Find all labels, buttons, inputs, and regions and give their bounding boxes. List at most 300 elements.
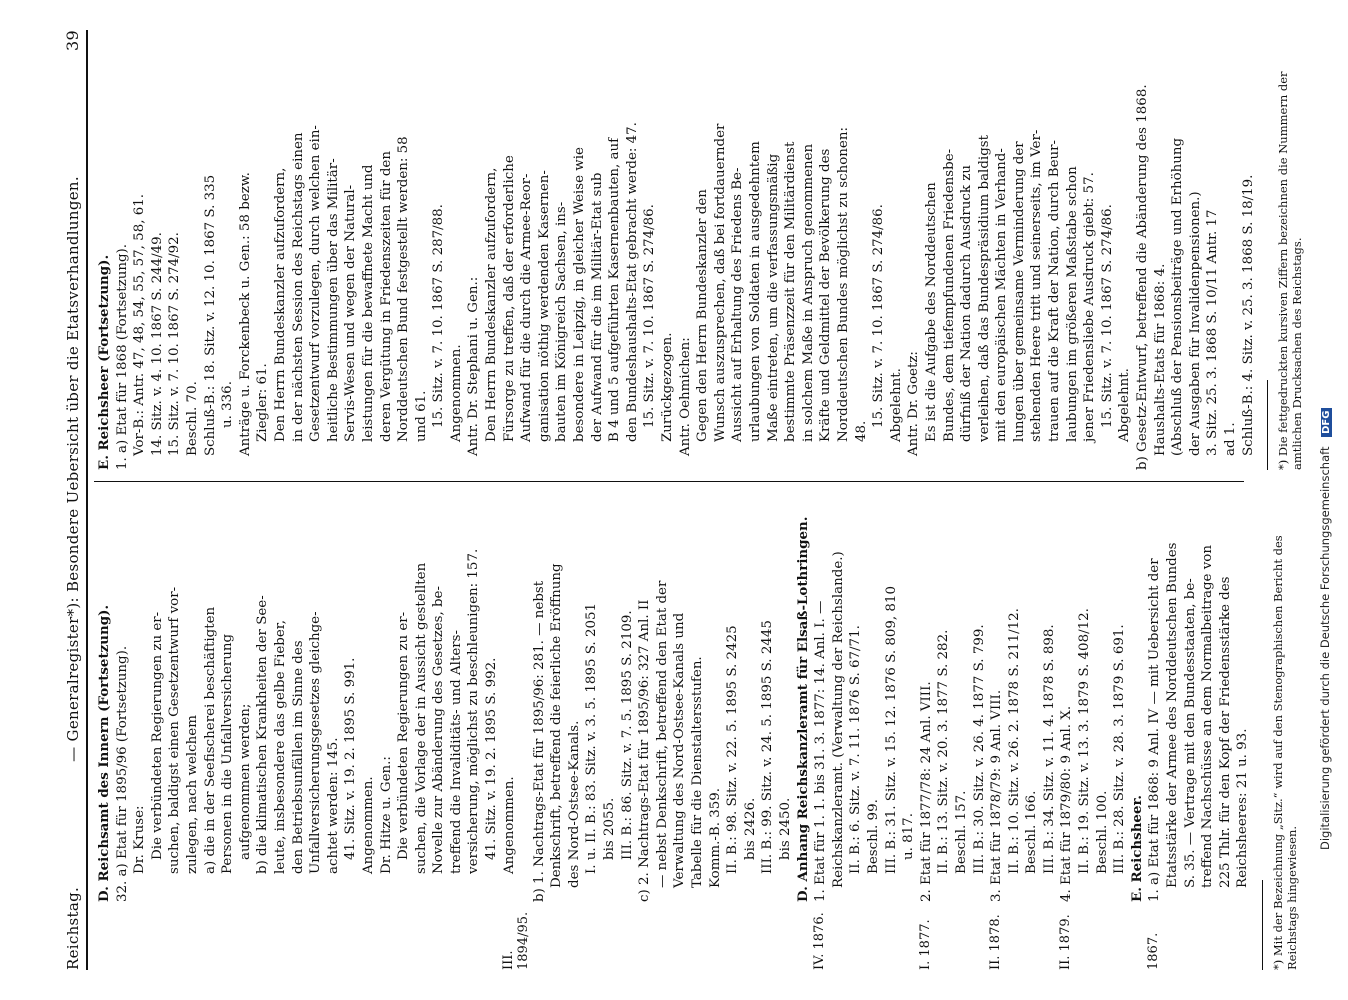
text-line <box>795 500 813 970</box>
margin-note <box>1094 902 1112 970</box>
header-left: Reichstag. <box>64 886 82 970</box>
line-text: Komm.-B. 359. <box>707 787 723 888</box>
line-text: Beschl. 99. <box>865 799 881 874</box>
line-text: Verwaltung des Nord-Ostsee-Kanals und <box>672 612 688 888</box>
text-line <box>342 30 360 470</box>
line-text: c) 2. Nachtrags-Etat für 1895/96: 327 Anl. II <box>637 599 653 902</box>
line-text: bis 2426. <box>742 797 758 860</box>
text-line <box>619 500 637 970</box>
text-line <box>325 500 343 970</box>
text-line <box>430 30 448 470</box>
line-text: treffend Nachschüsse an dem Normalbeitrage von <box>1200 545 1216 888</box>
line-text: III. B.: 31. Sitz. v. 15. 12. 1876 S. 809, 810 <box>883 586 899 874</box>
text-line <box>131 500 149 970</box>
margin-note <box>254 902 272 970</box>
margin-note <box>378 902 396 970</box>
line-text: — nebst Denkschrift, betreffend den Etat der <box>654 580 670 888</box>
text-line <box>149 500 167 970</box>
text-line <box>1240 30 1258 470</box>
line-text: Angenommen. <box>501 776 517 874</box>
line-text: Den Herrn Bundeskanzler aufzufordern, <box>484 167 500 442</box>
line-text: Beschl. 166. <box>1024 790 1040 874</box>
text-line <box>707 500 725 970</box>
margin-note <box>707 902 725 970</box>
text-line <box>184 500 202 970</box>
margin-note <box>724 902 742 970</box>
text-line <box>360 500 378 970</box>
credit-text: Digitalisierung gefördert durch die Deutsche Forschungsgemeinschaft <box>1318 446 1332 850</box>
text-line <box>800 30 818 470</box>
text-line <box>378 30 396 470</box>
footnote: *) Die fettgedruckten kursiven Ziffern bezeichnen die Nummern der amtlichen Drucksachen des Reichstags. <box>1276 71 1305 470</box>
text-line <box>583 500 601 970</box>
line-text: zulegen, nach welchem <box>184 715 200 874</box>
line-text: II. B.: 6. Sitz. v. 7. 11. 1876 S. 67/71. <box>848 625 864 874</box>
line-text: den Betriebsunfällen im Sinne des <box>290 640 306 874</box>
text-line <box>1187 30 1205 470</box>
digitization-credit <box>1318 408 1332 850</box>
margin-note <box>865 902 883 970</box>
line-text: II. B.: 98. Sitz. v. 22. 5. 1895 S. 2425 <box>725 625 741 874</box>
margin-note <box>953 902 971 970</box>
line-text: Aufwand für die durch die Armee-Reor- <box>519 173 535 442</box>
line-text: 32. a) Etat für 1895/96 (Fortsetzung). <box>114 645 130 902</box>
page-header <box>62 30 82 970</box>
text-line <box>307 500 325 970</box>
margin-note <box>1076 902 1094 970</box>
text-line <box>988 500 1006 970</box>
line-text: der Ausgaben für Invalidenpensionen.) <box>1187 191 1203 456</box>
line-text: 1. Etat für 1. 1. bis 31. 3. 1877: 14. Anl. I. — <box>813 600 829 902</box>
text-line <box>1076 500 1094 970</box>
text-line <box>325 30 343 470</box>
line-text: Es ist die Aufgabe des Norddeutschen <box>923 182 939 442</box>
line-text: der Aufwand für die im Militär-Etat sub <box>589 172 605 442</box>
line-text: leistungen für die bewaffnete Macht und <box>360 164 376 442</box>
line-text: mit den europäischen Mächten in Verhand- <box>994 148 1010 442</box>
text-line <box>900 500 918 970</box>
text-line <box>817 30 835 470</box>
margin-note <box>395 902 413 970</box>
line-text: 15. Sitz. v. 7. 10. 1867 S. 287/88. <box>431 204 447 428</box>
line-text: und 61. <box>413 390 429 442</box>
text-line <box>114 30 132 470</box>
text-line <box>531 500 549 970</box>
text-line <box>1111 500 1129 970</box>
text-line <box>553 30 571 470</box>
line-text: des Nord-Ostsee-Kanals. <box>566 720 582 888</box>
text-line <box>689 500 707 970</box>
line-text: 48. <box>853 420 869 442</box>
text-line <box>694 30 712 470</box>
line-text: III. B.: 86. Sitz. v. 7. 5. 1895 S. 2109. <box>619 610 635 860</box>
text-line <box>307 30 325 470</box>
text-line <box>131 30 149 470</box>
margin-note: III. 1894/95. <box>500 911 531 970</box>
line-text: Die verbündeten Regierungen zu er- <box>396 611 412 860</box>
text-line <box>606 30 624 470</box>
text-line <box>1094 500 1112 970</box>
section-heading: E. Reichsheer. <box>1128 795 1145 902</box>
line-text: 15. Sitz. v. 7. 10. 1867 S. 274/86. <box>642 204 658 428</box>
line-text: verleihen, daß das Bundespräsidium baldigst <box>976 134 992 442</box>
text-line <box>219 30 237 470</box>
header-title: — Generalregister*): Besondere Uebersicht über die Etatsverhandlungen. <box>64 176 82 762</box>
line-text: b) die klimatischen Krankheiten der See- <box>255 595 271 874</box>
text-line <box>430 500 448 970</box>
header-rule <box>86 30 88 970</box>
margin-note <box>689 902 707 970</box>
line-text: laubungen im größeren Maßstabe schon <box>1064 166 1080 442</box>
line-text: Gesetzentwurf vorzulegen, durch welchen ein- <box>308 125 324 442</box>
margin-note <box>671 902 689 970</box>
text-line <box>976 30 994 470</box>
margin-note: II. 1878. <box>988 914 1004 970</box>
line-text: u. 817. <box>901 813 917 860</box>
line-text: urlaubungen von Soldaten in ausgedehntem <box>747 141 763 442</box>
text-line <box>254 30 272 470</box>
text-line <box>272 500 290 970</box>
text-line <box>501 500 531 970</box>
text-line <box>905 30 923 470</box>
margin-note: IV. 1876. <box>812 912 828 970</box>
text-line <box>1116 30 1134 470</box>
margin-note <box>166 902 184 970</box>
text-line <box>548 500 566 970</box>
margin-note <box>548 902 566 970</box>
footnote-rule <box>1267 380 1268 470</box>
margin-note <box>465 902 483 970</box>
line-text: I. u. II. B.: 83. Sitz. v. 3. 5. 1895 S. 2051 <box>584 602 600 874</box>
text-line <box>712 30 730 470</box>
text-line <box>993 30 1011 470</box>
line-text: Norddeutschen Bundes möglichst zu schonen: <box>835 127 851 442</box>
line-text: Unfallversicherungsgesetzes gleichge- <box>308 611 324 874</box>
line-text: achtet werden: 145. <box>325 737 341 874</box>
margin-note <box>1234 902 1252 970</box>
text-line <box>290 500 308 970</box>
line-text: Angenommen. <box>360 776 376 874</box>
margin-note <box>531 902 549 970</box>
text-line <box>1164 500 1182 970</box>
text-line <box>1169 30 1187 470</box>
text-line <box>812 500 830 970</box>
text-line <box>1222 30 1240 470</box>
line-text: Die verbündeten Regierungen zu er- <box>149 611 165 860</box>
line-text: bestimmte Präsenzzeit für den Militärdienst <box>783 141 799 442</box>
text-line <box>1081 30 1099 470</box>
text-line <box>624 30 642 470</box>
text-line <box>677 30 695 470</box>
text-line <box>483 500 501 970</box>
section-heading: D. Anhang Reichskanzleramt für Elsaß-Lothringen. <box>794 516 811 902</box>
margin-note <box>202 902 220 970</box>
line-text: Denkschrift, betreffend die feierliche Eröffnung <box>549 563 565 888</box>
text-line <box>448 30 466 470</box>
line-text: Beschl. 70. <box>184 381 200 456</box>
text-line <box>1006 500 1024 970</box>
line-text: Reichskanzleramt. (Verwaltung der Reichslande.) <box>830 551 846 888</box>
margin-note <box>795 902 813 970</box>
line-text: heitliche Bestimmungen über das Militär- <box>325 158 341 442</box>
text-line <box>96 30 114 470</box>
line-text: Schluß-B.: 4. Sitz. v. 25. 3. 1868 S. 18/19. <box>1240 174 1256 456</box>
left-column <box>96 500 1299 970</box>
text-line <box>184 30 202 470</box>
line-text: deren Vergütung in Friedenszeiten für den <box>378 151 394 442</box>
line-text: in der nächsten Session des Reichstags einen <box>290 132 306 442</box>
text-line <box>853 30 871 470</box>
line-text: treffend die Invaliditäts- und Alters- <box>448 629 464 874</box>
line-text: Servis-Wesen und wegen der Natural- <box>343 184 359 442</box>
text-line <box>654 500 672 970</box>
margin-note <box>1111 902 1129 970</box>
text-line <box>1064 30 1082 470</box>
line-text: bis 2450. <box>777 797 793 860</box>
line-text: 4. Etat für 1879/80: 9 Anl. X. <box>1059 705 1075 902</box>
text-line <box>342 500 360 970</box>
text-line <box>1134 30 1152 470</box>
line-text: S. 35. — Vertrage mit den Bundesstaaten, be- <box>1182 578 1198 888</box>
line-text: 41. Sitz. v. 19. 2. 1895 S. 992. <box>484 657 500 860</box>
section-heading: E. Reichsheer (Fortsetzung). <box>96 254 112 470</box>
text-line <box>360 30 378 470</box>
margin-note <box>971 902 989 970</box>
text-line <box>935 500 953 970</box>
line-text: u. 336. <box>220 381 236 428</box>
line-text: Dr. Kruse: <box>132 805 148 874</box>
margin-note <box>430 902 448 970</box>
margin-note <box>1041 902 1059 970</box>
line-text: Beschl. 100. <box>1094 790 1110 874</box>
text-line <box>290 30 308 470</box>
text-line <box>237 500 255 970</box>
text-line <box>395 30 413 470</box>
page-number: 39 <box>63 30 82 51</box>
text-line <box>958 30 976 470</box>
margin-note <box>483 902 501 970</box>
line-text: a) die in der Seefischerei beschäftigten <box>202 606 218 874</box>
line-text: Ziegler: 61. <box>255 363 271 442</box>
margin-note <box>114 902 132 970</box>
text-line <box>971 500 989 970</box>
footnote: *) Mit der Bezeichnung „Sitz.“ wird auf den Stenographischen Bericht des Reichstags hingewiesen. <box>1271 535 1299 970</box>
margin-note <box>184 902 202 970</box>
margin-note: 1867. <box>1146 932 1162 970</box>
line-text: 225 Thlr. für den Kopf der Friedensstärke des <box>1217 576 1233 888</box>
line-text: Beschl. 157. <box>953 790 969 874</box>
line-text: dürfniß der Nation dadurch Ausdruck zu <box>959 165 975 442</box>
text-line <box>272 30 290 470</box>
margin-note <box>448 902 466 970</box>
line-text: ganisation nöthig werdenden Kasernen- <box>536 170 552 442</box>
text-line <box>888 30 906 470</box>
line-text: Maße eintreten, um die verfassungsmäßig <box>765 153 781 442</box>
margin-note <box>583 902 601 970</box>
text-line <box>601 500 619 970</box>
line-text: 3. Etat für 1878/79: 9 Anl. VIII. <box>989 689 1005 902</box>
line-text: 3. Sitz. 25. 3. 1868 S. 10/11 Antr. 17 <box>1205 209 1221 456</box>
text-line <box>448 500 466 970</box>
line-text: Haushalts-Etats für 1868: 4. <box>1152 263 1168 456</box>
line-text: bis 2055. <box>602 797 618 860</box>
line-text: suchen, die Vorlage der in Aussicht gestellten <box>413 562 429 874</box>
line-text: Norddeutschen Bund festgestellt werden: 58 <box>396 136 412 442</box>
text-line <box>166 30 184 470</box>
text-line <box>636 500 654 970</box>
text-line <box>641 30 659 470</box>
footnote-rule <box>1262 880 1263 970</box>
line-text: Abgelehnt. <box>888 368 904 442</box>
line-text: 15. Sitz. v. 7. 10. 1867 S. 274/92. <box>167 232 183 456</box>
line-text: Personen in die Unfallversicherung <box>220 633 236 874</box>
text-line <box>465 500 483 970</box>
text-line <box>566 500 584 970</box>
text-line <box>1204 30 1222 470</box>
text-line <box>923 30 941 470</box>
margin-note <box>619 902 637 970</box>
line-text: III. B.: 34. Sitz. v. 11. 4. 1878 S. 898. <box>1041 624 1057 874</box>
text-line <box>659 30 677 470</box>
text-line <box>378 500 396 970</box>
line-text: 15. Sitz. v. 7. 10. 1867 S. 274/86. <box>871 204 887 428</box>
text-line <box>237 30 255 470</box>
line-text: Vor-B.: Antr. 47, 48, 54, 55, 57, 58, 61. <box>132 193 148 456</box>
text-line <box>571 30 589 470</box>
margin-note <box>1199 902 1217 970</box>
line-text: bauten im Königreich Sachsen, ins- <box>554 201 570 442</box>
margin-note <box>601 902 619 970</box>
margin-note <box>759 902 777 970</box>
line-text: Antr. Dr. Goetz: <box>906 351 922 456</box>
line-text: in solchem Maße in Anspruch genommenen <box>800 143 816 442</box>
margin-note: II. 1879. <box>1058 914 1074 970</box>
line-text: besondere in Leipzig, in gleicher Weise wie <box>572 147 588 442</box>
margin-note <box>1182 902 1200 970</box>
line-text: III. B.: 28. Sitz. v. 28. 3. 1879 S. 691. <box>1112 624 1128 874</box>
margin-note <box>360 902 378 970</box>
text-line <box>219 500 237 970</box>
text-line <box>166 500 184 970</box>
line-text: 1. a) Etat für 1868 (Fortsetzung). <box>114 243 130 470</box>
line-text: stehenden Heere tritt und seinerseits, im Ver- <box>1029 129 1045 442</box>
line-text: Fürsorge zu treffen, daß der erforderliche <box>501 155 517 442</box>
margin-note <box>1006 902 1024 970</box>
line-text: III. B.: 30. Sitz. v. 26. 4. 1877 S. 799. <box>971 624 987 874</box>
text-line <box>1217 500 1235 970</box>
text-line <box>847 500 865 970</box>
line-text: 15. Sitz. v. 7. 10. 1867 S. 274/86. <box>1099 204 1115 428</box>
line-text: (Abschluß der Pensionsbeiträge und Erhöhung <box>1170 137 1186 456</box>
line-text: Angenommen. <box>448 344 464 442</box>
margin-note <box>131 902 149 970</box>
text-line <box>483 30 501 470</box>
line-text: II. B.: 10. Sitz. v. 26. 2. 1878 S. 211/12. <box>1006 608 1022 874</box>
right-column <box>96 30 1304 470</box>
text-line <box>114 500 132 970</box>
text-line <box>918 500 936 970</box>
line-text: II. B.: 13. Sitz. v. 20. 3. 1877 S. 282. <box>936 629 952 874</box>
text-line <box>395 500 413 970</box>
text-line <box>518 30 536 470</box>
line-text: Kräfte und Geldmittel der Bevölkerung des <box>818 148 834 442</box>
margin-note <box>149 902 167 970</box>
line-text: trauen auf die Kraft der Nation, durch Beur- <box>1047 139 1063 442</box>
document-page <box>0 30 1332 970</box>
text-line <box>1046 30 1064 470</box>
text-line <box>1146 500 1164 970</box>
text-line <box>465 30 483 470</box>
margin-note <box>413 902 431 970</box>
line-text: ad 1. <box>1223 422 1238 456</box>
margin-note <box>219 902 237 970</box>
line-text: B 4 und 5 aufgeführten Kasernenbauten, auf <box>607 137 623 442</box>
text-line <box>96 500 114 970</box>
text-line <box>1234 500 1252 970</box>
text-line <box>1099 30 1117 470</box>
line-text: Novelle zur Abänderung des Gesetzes, be- <box>431 586 447 874</box>
line-text: jener Friedensliebe Ausdruck giebt: 57. <box>1082 172 1098 442</box>
margin-note <box>1023 902 1041 970</box>
text-line <box>413 500 431 970</box>
line-text: suchen, baldigst einen Gesetzentwurf vor- <box>167 586 183 874</box>
text-line <box>759 500 777 970</box>
line-text: Antr. Oehmichen: <box>677 337 693 456</box>
line-text: leute, insbesondere das gelbe Fieber, <box>272 620 288 874</box>
margin-note <box>325 902 343 970</box>
margin-note <box>566 902 584 970</box>
margin-note <box>290 902 308 970</box>
text-line <box>501 30 519 470</box>
line-text: Zurückgezogen. <box>660 332 675 442</box>
text-line <box>1041 500 1059 970</box>
text-line <box>1023 500 1041 970</box>
text-line <box>1058 500 1076 970</box>
text-line <box>765 30 783 470</box>
margin-note <box>1217 902 1235 970</box>
line-text: Bundes, dem tiefempfundenen Friedensbe- <box>941 148 957 442</box>
margin-note <box>96 902 114 970</box>
text-line <box>1199 500 1217 970</box>
line-text: Aussicht auf Erhaltung des Friedens Be- <box>730 167 746 442</box>
line-text: versicherung, möglichst zu beschleunigen: 157. <box>466 548 482 874</box>
text-line <box>413 30 431 470</box>
line-text: II. B.: 19. Sitz. v. 13. 3. 1879 S. 408/12. <box>1077 608 1093 874</box>
text-line <box>254 500 272 970</box>
line-text: 2. Etat für 1877/78: 24 Anl. VIII. <box>918 681 934 902</box>
margin-note <box>830 902 848 970</box>
line-text: lungen über gemeinsame Verminderung der <box>1011 141 1027 442</box>
line-text: b) 1. Nachtrags-Etat für 1895/96: 281. — nebst <box>531 580 547 902</box>
line-text: Abgelehnt. <box>1117 368 1133 442</box>
text-line <box>671 500 689 970</box>
margin-note <box>742 902 760 970</box>
text-line <box>1028 30 1046 470</box>
line-text: Anträge u. Forckenbeck u. Gen.: 58 bezw. <box>237 172 253 456</box>
margin-note <box>883 902 901 970</box>
text-line <box>742 500 760 970</box>
line-text: Den Herrn Bundeskanzler aufzufordern, <box>272 167 288 442</box>
line-text: Gegen den Herrn Bundeskanzler den <box>695 189 711 442</box>
text-line <box>941 30 959 470</box>
line-text: den Bundeshaushalts-Etat gebracht werde: 47. <box>624 122 640 442</box>
text-line <box>870 30 888 470</box>
text-line <box>536 30 554 470</box>
section-heading: D. Reichsamt des Innern (Fortsetzung). <box>96 604 112 902</box>
text-line <box>729 30 747 470</box>
line-text: 14. Sitz. v. 4. 10. 1867 S. 244/49. <box>149 232 165 456</box>
line-text: III. B.: 99. Sitz. v. 24. 5. 1895 S. 2445 <box>760 620 776 874</box>
